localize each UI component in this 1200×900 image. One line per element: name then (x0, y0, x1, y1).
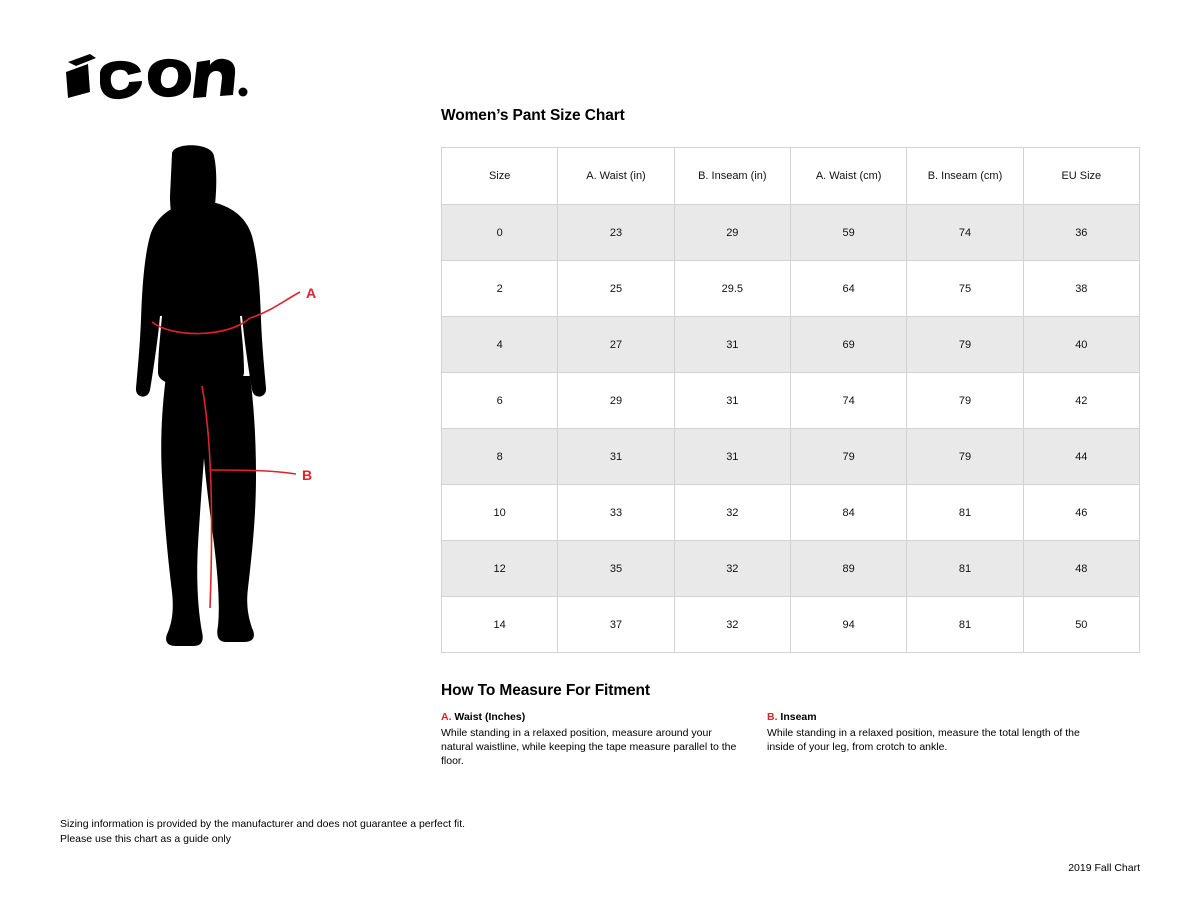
measure-heading (441, 710, 741, 724)
column-header-waist-cm: A. Waist (cm) (790, 148, 906, 205)
table-row (442, 317, 1140, 373)
label-b: B (302, 467, 313, 483)
measure-name: Inseam (780, 711, 817, 723)
measure-heading (767, 710, 1087, 724)
measure-letter: B. (767, 711, 778, 723)
female-silhouette (136, 145, 266, 646)
cell-inseam-in: 31 (674, 429, 790, 485)
table-row (442, 541, 1140, 597)
cell-inseam-in: 32 (674, 597, 790, 653)
cell-size: 10 (442, 485, 558, 541)
cell-waist-cm: 64 (790, 261, 906, 317)
cell-waist-cm: 89 (790, 541, 906, 597)
cell-inseam-in: 29.5 (674, 261, 790, 317)
cell-inseam-in: 31 (674, 373, 790, 429)
cell-size: 6 (442, 373, 558, 429)
cell-waist-in: 31 (558, 429, 674, 485)
size-chart-table (441, 147, 1140, 653)
cell-inseam-cm: 79 (907, 429, 1023, 485)
column-header-inseam-in: B. Inseam (in) (674, 148, 790, 205)
page-title: Women’s Pant Size Chart (441, 107, 625, 124)
cell-size: 2 (442, 261, 558, 317)
table-row (442, 429, 1140, 485)
measure-text: While standing in a relaxed position, measure around your natural waistline, while keeping the tape measure parallel to the floor. (441, 727, 737, 767)
cell-waist-in: 29 (558, 373, 674, 429)
cell-size: 14 (442, 597, 558, 653)
table-row (442, 485, 1140, 541)
cell-waist-in: 27 (558, 317, 674, 373)
measure-letter: A. (441, 711, 452, 723)
cell-inseam-in: 32 (674, 485, 790, 541)
cell-waist-cm: 69 (790, 317, 906, 373)
cell-inseam-in: 29 (674, 205, 790, 261)
cell-size: 0 (442, 205, 558, 261)
cell-eu-size: 36 (1023, 205, 1139, 261)
cell-inseam-cm: 79 (907, 373, 1023, 429)
cell-eu-size: 42 (1023, 373, 1139, 429)
cell-inseam-in: 32 (674, 541, 790, 597)
cell-eu-size: 46 (1023, 485, 1139, 541)
cell-waist-in: 35 (558, 541, 674, 597)
column-header-inseam-cm: B. Inseam (cm) (907, 148, 1023, 205)
howto-title: How To Measure For Fitment (441, 682, 650, 699)
cell-inseam-cm: 79 (907, 317, 1023, 373)
cell-eu-size: 38 (1023, 261, 1139, 317)
cell-waist-cm: 74 (790, 373, 906, 429)
measurement-diagram (110, 140, 400, 670)
label-a: A (306, 285, 317, 301)
cell-eu-size: 50 (1023, 597, 1139, 653)
cell-inseam-cm: 81 (907, 541, 1023, 597)
cell-waist-in: 23 (558, 205, 674, 261)
cell-size: 4 (442, 317, 558, 373)
table-header-row (442, 148, 1140, 205)
cell-inseam-in: 31 (674, 317, 790, 373)
cell-waist-in: 37 (558, 597, 674, 653)
column-header-waist-in: A. Waist (in) (558, 148, 674, 205)
chart-version-label: 2019 Fall Chart (1068, 862, 1140, 874)
cell-waist-cm: 59 (790, 205, 906, 261)
disclaimer-text: Sizing information is provided by the manufacturer and does not guarantee a perfect fit. Please use this chart as a guide only (60, 818, 466, 845)
cell-waist-in: 33 (558, 485, 674, 541)
icon-logo (60, 48, 250, 108)
cell-size: 8 (442, 429, 558, 485)
cell-inseam-cm: 81 (907, 485, 1023, 541)
table-row (442, 261, 1140, 317)
cell-eu-size: 44 (1023, 429, 1139, 485)
cell-waist-in: 25 (558, 261, 674, 317)
cell-waist-cm: 79 (790, 429, 906, 485)
cell-eu-size: 48 (1023, 541, 1139, 597)
column-header-size: Size (442, 148, 558, 205)
measure-name: Waist (Inches) (454, 711, 526, 723)
cell-waist-cm: 84 (790, 485, 906, 541)
table-row (442, 205, 1140, 261)
measure-text: While standing in a relaxed position, measure the total length of the inside of your leg, from crotch to ankle. (767, 727, 1080, 753)
cell-inseam-cm: 75 (907, 261, 1023, 317)
measure-instruction-inseam (767, 710, 1087, 754)
cell-waist-cm: 94 (790, 597, 906, 653)
cell-inseam-cm: 74 (907, 205, 1023, 261)
table-row (442, 373, 1140, 429)
cell-inseam-cm: 81 (907, 597, 1023, 653)
measure-instruction-waist (441, 710, 741, 768)
cell-eu-size: 40 (1023, 317, 1139, 373)
column-header-eu-size: EU Size (1023, 148, 1139, 205)
table-row (442, 597, 1140, 653)
cell-size: 12 (442, 541, 558, 597)
